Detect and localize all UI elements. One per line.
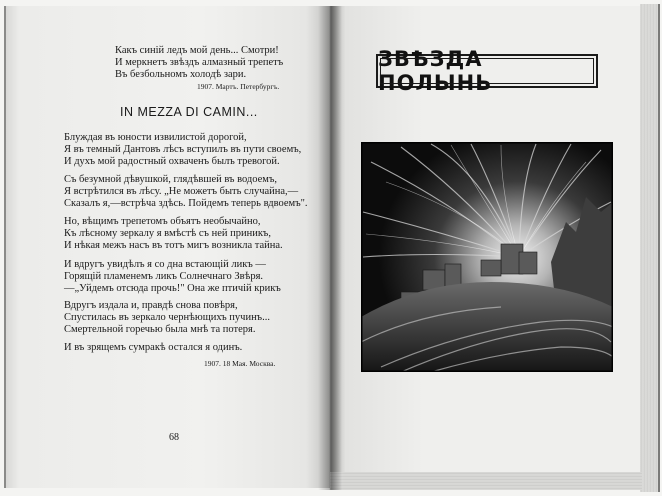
heading-frame bbox=[376, 47, 598, 95]
verse-line: Но, вѣщимъ трепетомъ объятъ необычайно, bbox=[64, 216, 261, 227]
book-gutter bbox=[318, 6, 342, 490]
verse-line: И въ зрящемъ сумракѣ остался я одинъ. bbox=[64, 342, 243, 353]
stanza-2 bbox=[64, 174, 308, 210]
verse-line: Въ безбольномъ холодѣ зари. bbox=[115, 69, 247, 80]
verse-line: Я въ темный Дантовъ лѣсъ вступилъ въ пути своемъ, bbox=[64, 144, 302, 155]
engraving-illustration bbox=[361, 142, 613, 372]
stanza-3 bbox=[64, 216, 283, 252]
verse-line: Горящій пламенемъ ликъ Солнечнаго Звѣря. bbox=[64, 271, 264, 282]
page-edges-right bbox=[640, 4, 660, 492]
page-edges-bottom bbox=[330, 472, 642, 490]
verse-line: Какъ синій ледъ мой день... Смотри! bbox=[115, 45, 279, 56]
verse-line: Я встрѣтился въ лѣсу. „Не можетъ быть случайна,— bbox=[64, 186, 299, 197]
bottom-signature: 1907. 18 Мая. Москва. bbox=[204, 359, 276, 368]
verse-line: И вдругъ увидѣлъ я со дна встающій ликъ — bbox=[64, 259, 266, 270]
page-number: 68 bbox=[169, 432, 179, 443]
verse-line: Вдругъ издала и, правдѣ снова повѣря, bbox=[64, 300, 238, 311]
verse-line: И духъ мой радостный охваченъ былъ тревогой. bbox=[64, 156, 280, 167]
verse-line: Смертельной горечью была мнѣ та потеря. bbox=[64, 324, 256, 335]
verse-line: И нѣкая межъ насъ въ тотъ мигъ возникла тайна. bbox=[64, 240, 283, 251]
stanza-5 bbox=[64, 300, 270, 336]
verse-line: Спустилась въ зеркало чернѣющихъ пучинъ... bbox=[64, 312, 270, 323]
verse-line: И меркнетъ звѣздъ алмазный трепетъ bbox=[115, 57, 284, 68]
engraving-svg bbox=[361, 142, 613, 372]
verse-line: Сказалъ я,—встрѣча здѣсь. Пойдемъ теперь вдвоемъ". bbox=[64, 198, 308, 209]
verse-line: Блуждая въ юности извилистой дорогой, bbox=[64, 132, 247, 143]
verse-line: Съ безумной дѣвушкой, глядѣвшей въ водоемъ, bbox=[64, 174, 278, 185]
top-stanza bbox=[115, 45, 283, 81]
verse-line: —„Уйдемъ отсюда прочь!" Она же птичій крикъ bbox=[64, 283, 281, 294]
section-heading: ЗВѢЗДА ПОЛЫНЬ bbox=[378, 47, 493, 95]
verse-line: Къ лѣсному зеркалу я вмѣстѣ съ ней приникъ, bbox=[64, 228, 271, 239]
poem-title: IN MEZZA DI CAMIN... bbox=[120, 105, 258, 119]
stanza-1 bbox=[64, 132, 301, 168]
stanza-6 bbox=[64, 342, 242, 354]
stanza-4 bbox=[64, 259, 281, 295]
top-signature: 1907. Мартъ. Петербургъ. bbox=[197, 82, 280, 91]
